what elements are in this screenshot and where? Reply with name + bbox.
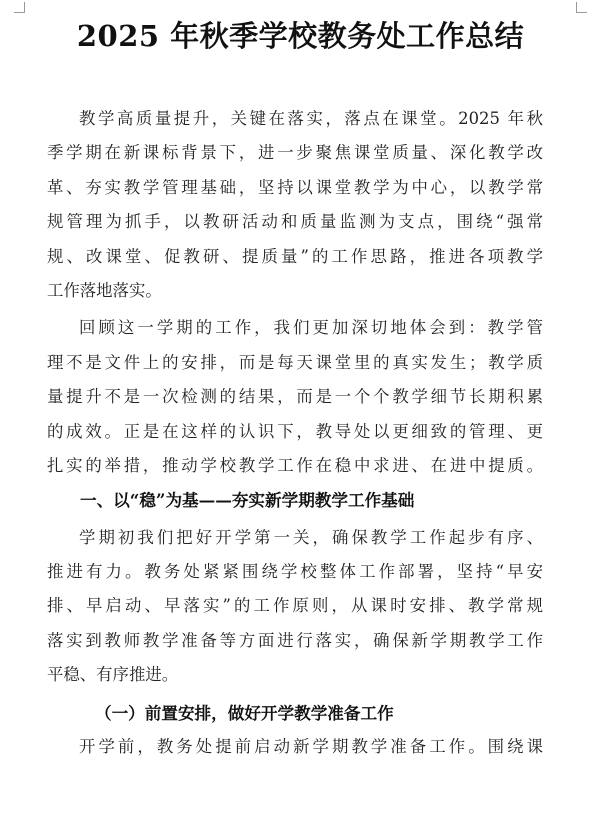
- paragraph-line: 推进有力。教务处紧紧围绕学校整体工作部署，坚持“早安: [47, 562, 543, 582]
- page-corner-mark-top-right: [576, 2, 587, 13]
- paragraph-4: [47, 730, 543, 764]
- section-heading-1: 一、以“稳”为基——夯实新学期教学工作基础: [80, 490, 415, 511]
- paragraph-line: 规管理为抓手，以教研活动和质量监测为支点，围绕“强常: [47, 212, 543, 232]
- paragraph-line: 平稳、有序推进。: [47, 665, 179, 685]
- page-corner-mark-top-left: [14, 2, 25, 13]
- section-heading-2: （一）前置安排，做好开学教学准备工作: [95, 702, 394, 723]
- paragraph-line: 规、改课堂、促教研、提质量”的工作思路，推进各项教学: [47, 246, 543, 266]
- paragraph-line: 季学期在新课标背景下，进一步聚焦课堂质量、深化教学改: [47, 143, 543, 163]
- paragraph-line: 学期初我们把好开学第一关，确保教学工作起步有序、: [79, 527, 543, 547]
- paragraph-line: 开学前，教务处提前启动新学期教学准备工作。围绕课: [79, 737, 543, 757]
- paragraph-line: 扎实的举措，推动学校教学工作在稳中求进、在进中提质。: [47, 455, 543, 475]
- document-body: [47, 102, 543, 764]
- paragraph-line: 的成效。正是在这样的认识下，教导处以更细致的管理、更: [47, 421, 543, 441]
- paragraph-2: [47, 311, 543, 483]
- document-title: 2025 年秋季学校教务处工作总结: [76, 19, 525, 53]
- paragraph-line: 回顾这一学期的工作，我们更加深切地体会到：教学管: [79, 318, 543, 338]
- paragraph-line: 教学高质量提升，关键在落实，落点在课堂。2025 年秋: [79, 109, 543, 128]
- paragraph-line: 量提升不是一次检测的结果，而是一个个教学细节长期积累: [47, 387, 543, 407]
- paragraph-3: [47, 521, 543, 693]
- paragraph-line: 排、早启动、早落实”的工作原则，从课时安排、教学常规: [47, 596, 543, 616]
- paragraph-line: 理不是文件上的安排，而是每天课堂里的真实发生；教学质: [47, 352, 543, 372]
- paragraph-1: [47, 102, 543, 308]
- paragraph-line: 革、夯实教学管理基础，坚持以课堂教学为中心，以教学常: [47, 177, 543, 197]
- paragraph-line: 落实到教师教学准备等方面进行落实，确保新学期教学工作: [47, 630, 543, 650]
- paragraph-line: 工作落地落实。: [47, 280, 162, 300]
